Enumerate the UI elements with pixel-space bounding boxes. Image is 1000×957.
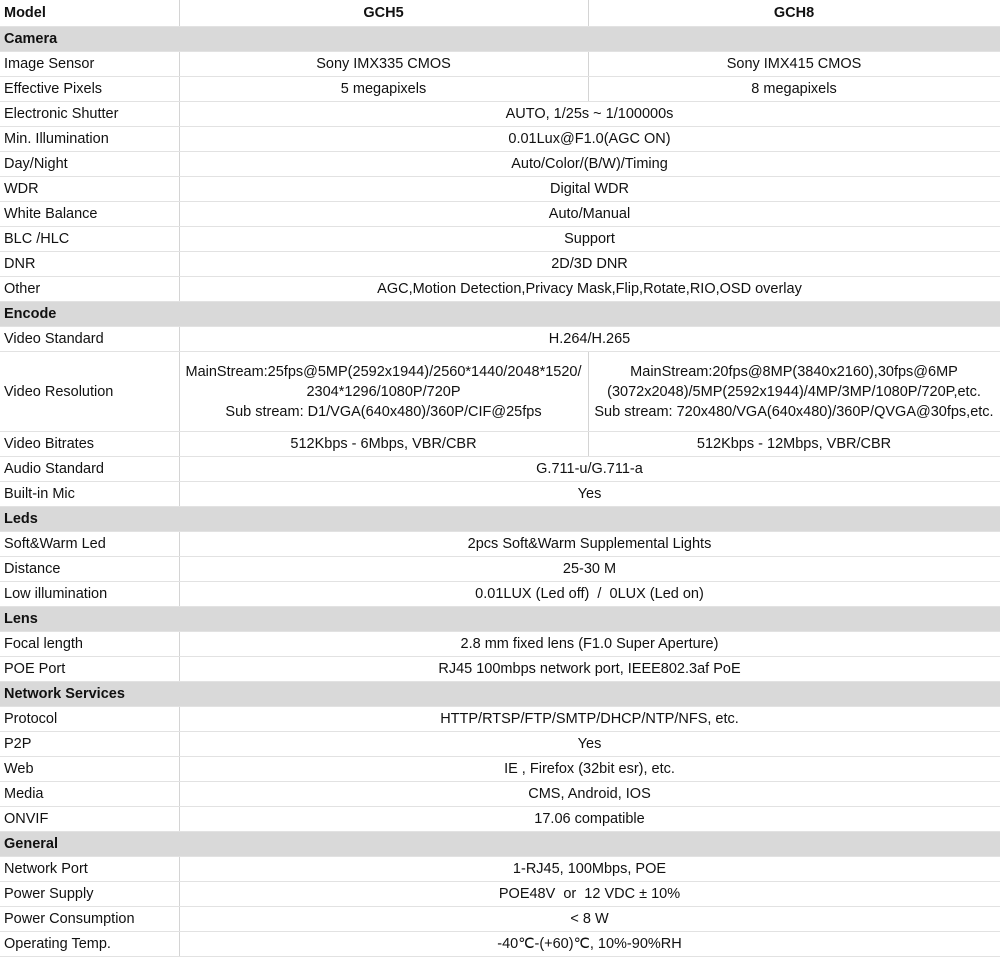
row-label: Web (0, 757, 179, 782)
shared-value: AUTO, 1/25s ~ 1/100000s (179, 102, 1000, 127)
model-header-label: Model (0, 0, 179, 27)
section-row (0, 507, 1000, 532)
table-row (0, 932, 1000, 957)
row-label: Power Supply (0, 882, 179, 907)
row-label: Distance (0, 557, 179, 582)
table-row (0, 152, 1000, 177)
shared-value: 2.8 mm fixed lens (F1.0 Super Aperture) (179, 632, 1000, 657)
gch5-value: 5 megapixels (179, 77, 588, 102)
model-gch8-header: GCH8 (588, 0, 1000, 27)
shared-value: HTTP/RTSP/FTP/SMTP/DHCP/NTP/NFS, etc. (179, 707, 1000, 732)
table-row (0, 77, 1000, 102)
row-label: Operating Temp. (0, 932, 179, 957)
shared-value: 17.06 compatible (179, 807, 1000, 832)
section-row (0, 832, 1000, 857)
row-label: BLC /HLC (0, 227, 179, 252)
table-row (0, 482, 1000, 507)
section-row (0, 27, 1000, 52)
gch5-resolution-line: 2304*1296/1080P/720P (306, 383, 461, 400)
table-row (0, 457, 1000, 482)
shared-value: 0.01Lux@F1.0(AGC ON) (179, 127, 1000, 152)
section-row (0, 302, 1000, 327)
table-row (0, 127, 1000, 152)
table-row (0, 227, 1000, 252)
shared-value: H.264/H.265 (179, 327, 1000, 352)
table-row (0, 52, 1000, 77)
section-row (0, 607, 1000, 632)
row-label: Video Bitrates (0, 432, 179, 457)
table-row (0, 757, 1000, 782)
row-label: Video Resolution (0, 352, 179, 432)
table-row (0, 327, 1000, 352)
table-row (0, 432, 1000, 457)
row-label: P2P (0, 732, 179, 757)
gch5-value (179, 352, 588, 432)
table-row (0, 657, 1000, 682)
shared-value: AGC,Motion Detection,Privacy Mask,Flip,Rotate,RIO,OSD overlay (179, 277, 1000, 302)
shared-value: POE48V or 12 VDC ± 10% (179, 882, 1000, 907)
section-general-title: General (0, 832, 1000, 857)
row-label: Day/Night (0, 152, 179, 177)
table-row (0, 632, 1000, 657)
section-encode-title: Encode (0, 302, 1000, 327)
shared-value: < 8 W (179, 907, 1000, 932)
row-label: Soft&Warm Led (0, 532, 179, 557)
table-row (0, 857, 1000, 882)
table-row (0, 532, 1000, 557)
row-label: Image Sensor (0, 52, 179, 77)
shared-value: Yes (179, 482, 1000, 507)
row-label: Low illumination (0, 582, 179, 607)
shared-value: Auto/Manual (179, 202, 1000, 227)
row-label: ONVIF (0, 807, 179, 832)
table-row (0, 352, 1000, 432)
row-label: Media (0, 782, 179, 807)
section-leds-title: Leds (0, 507, 1000, 532)
row-label: WDR (0, 177, 179, 202)
model-gch5-header: GCH5 (179, 0, 588, 27)
table-row (0, 202, 1000, 227)
table-header-row (0, 0, 1000, 27)
row-label: Effective Pixels (0, 77, 179, 102)
table-row (0, 102, 1000, 127)
shared-value: 2pcs Soft&Warm Supplemental Lights (179, 532, 1000, 557)
row-label: Focal length (0, 632, 179, 657)
table-row (0, 707, 1000, 732)
shared-value: 25-30 M (179, 557, 1000, 582)
shared-value: 0.01LUX (Led off) / 0LUX (Led on) (179, 582, 1000, 607)
table-row (0, 557, 1000, 582)
shared-value: IE , Firefox (32bit esr), etc. (179, 757, 1000, 782)
gch8-value: Sony IMX415 CMOS (588, 52, 1000, 77)
gch5-resolution-line: Sub stream: D1/VGA(640x480)/360P/CIF@25fps (225, 403, 542, 420)
shared-value: Digital WDR (179, 177, 1000, 202)
row-label: DNR (0, 252, 179, 277)
gch8-value (588, 352, 1000, 432)
gch8-value: 8 megapixels (588, 77, 1000, 102)
table-row (0, 732, 1000, 757)
gch8-resolution-line: (3072x2048)/5MP(2592x1944)/4MP/3MP/1080P/720P,etc. (607, 383, 981, 400)
row-label: Audio Standard (0, 457, 179, 482)
table-row (0, 907, 1000, 932)
section-network-title: Network Services (0, 682, 1000, 707)
shared-value: Yes (179, 732, 1000, 757)
gch8-resolution-line: MainStream:20fps@8MP(3840x2160),30fps@6MP (630, 363, 958, 380)
table-row (0, 782, 1000, 807)
gch5-resolution-line: MainStream:25fps@5MP(2592x1944)/2560*1440/2048*1520/ (185, 363, 582, 380)
table-row (0, 177, 1000, 202)
section-lens-title: Lens (0, 607, 1000, 632)
shared-value: -40℃-(+60)℃, 10%-90%RH (179, 932, 1000, 957)
row-label: Electronic Shutter (0, 102, 179, 127)
row-label: Min. Illumination (0, 127, 179, 152)
gch5-value: Sony IMX335 CMOS (179, 52, 588, 77)
section-camera-title: Camera (0, 27, 1000, 52)
row-label: POE Port (0, 657, 179, 682)
row-label: Protocol (0, 707, 179, 732)
shared-value: Support (179, 227, 1000, 252)
row-label: Network Port (0, 857, 179, 882)
gch5-value: 512Kbps - 6Mbps, VBR/CBR (179, 432, 588, 457)
row-label: Other (0, 277, 179, 302)
table-row (0, 582, 1000, 607)
shared-value: 2D/3D DNR (179, 252, 1000, 277)
row-label: White Balance (0, 202, 179, 227)
shared-value: CMS, Android, IOS (179, 782, 1000, 807)
shared-value: G.711-u/G.711-a (179, 457, 1000, 482)
section-row (0, 682, 1000, 707)
table-row (0, 807, 1000, 832)
shared-value: RJ45 100mbps network port, IEEE802.3af PoE (179, 657, 1000, 682)
table-row (0, 882, 1000, 907)
gch8-resolution-line: Sub stream: 720x480/VGA(640x480)/360P/QVGA@30fps,etc. (594, 403, 994, 420)
row-label: Built-in Mic (0, 482, 179, 507)
gch8-value: 512Kbps - 12Mbps, VBR/CBR (588, 432, 1000, 457)
table-row (0, 252, 1000, 277)
table-row (0, 277, 1000, 302)
shared-value: 1-RJ45, 100Mbps, POE (179, 857, 1000, 882)
row-label: Video Standard (0, 327, 179, 352)
row-label: Power Consumption (0, 907, 179, 932)
shared-value: Auto/Color/(B/W)/Timing (179, 152, 1000, 177)
